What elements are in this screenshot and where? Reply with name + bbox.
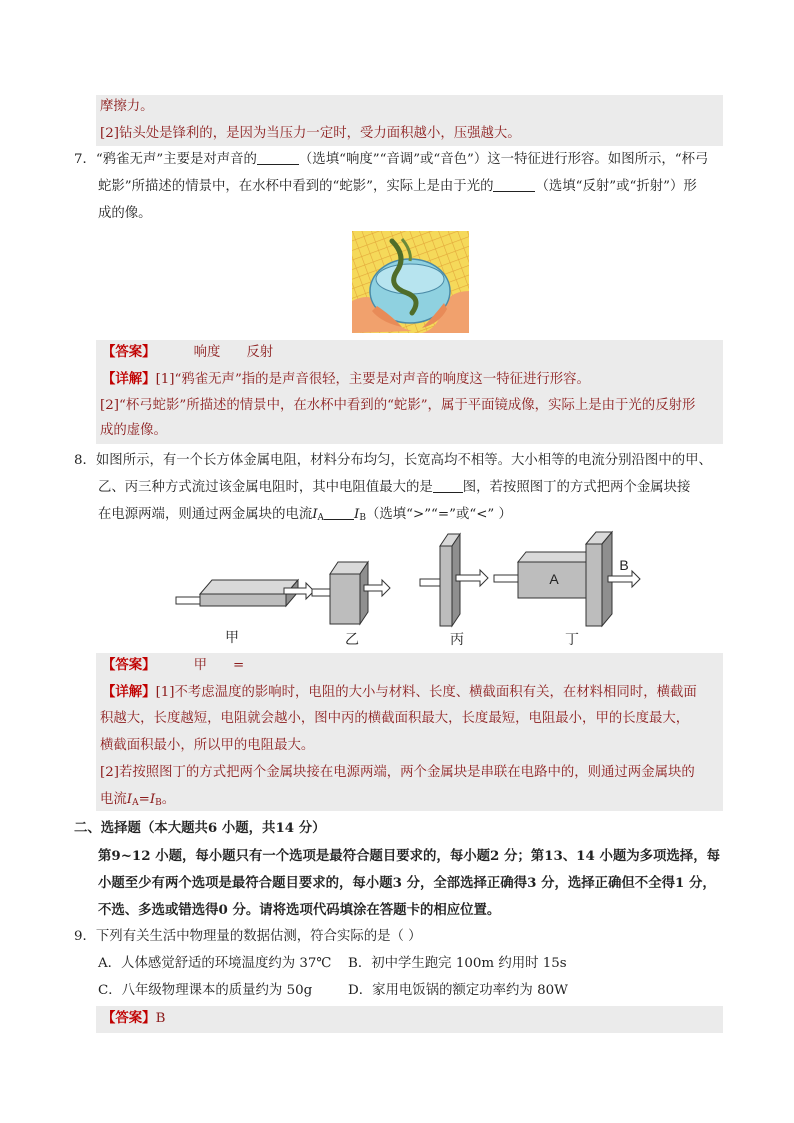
q9-answer-value: B	[155, 1011, 166, 1026]
q7-detail-tag: 【详解】	[102, 371, 156, 387]
label-block-a: A	[549, 571, 559, 587]
q7-answer-tag: 【答案】	[102, 344, 156, 360]
q8-detail2: 积越大，长度越短，电阻就会越小，图中丙的横截面积最大，长度最短，电阻最小，甲的长度最大，	[100, 711, 690, 726]
q9-answer	[102, 1008, 165, 1029]
section2-line1: 第9~12 小题，每小题只有一个选项是最符合题目要求的，每小题2 分；第13、14 小题为多项选择，每	[98, 848, 720, 864]
q8-blank1	[433, 478, 463, 493]
answer-panel-q8	[96, 653, 723, 811]
q8-blank2	[324, 505, 354, 520]
q7-detail3: 成的虚像。	[100, 423, 167, 438]
top-detail-line2: [2]钻头处是锋利的，是因为当压力一定时，受力面积越小，压强越大。	[100, 126, 521, 141]
q8-detail-tag: 【详解】	[102, 684, 156, 700]
q7-detail1: 【详解】[1]“鸦雀无声”指的是声音很轻，主要是对声音的响度这一特征进行形容。	[102, 371, 590, 387]
q8-answer1: 甲	[193, 658, 207, 673]
label-block-b: B	[619, 557, 629, 573]
label-yi: 乙	[345, 632, 359, 648]
label-jia: 甲	[225, 630, 239, 646]
q9-option-a: A．人体感觉舒适的环境温度约为 37℃	[98, 956, 332, 971]
q9-option-d: D．家用电饭锅的额定功率约为 80W	[348, 983, 568, 998]
q7-line1: 7．“鸦雀无声”主要是对声音的 （选填“响度”“音调”或“音色”）这一特征进行形容。如图所示，“杯弓	[74, 152, 709, 167]
answer-panel-q9	[96, 1006, 723, 1033]
q9-option-b: B．初中学生跑完 100m 约用时 15s	[348, 956, 567, 971]
q7-detail2: [2]“杯弓蛇影”所描述的情景中，在水杯中看到的“蛇影”，属于平面镜成像，实际上是由于光的反射形	[100, 398, 696, 413]
q7-number: 7．	[74, 152, 96, 167]
section2-title: 二、选择题（本大题共6 小题，共14 分）	[74, 820, 326, 836]
q7-answer	[102, 342, 273, 363]
q8-detail4: [2]若按照图丁的方式把两个金属块接在电源两端，两个金属块是串联在电路中的，则通过两金属块的	[100, 765, 695, 780]
section2-line3: 不选、多选或错选得0 分。请将选项代码填涂在答题卡的相应位置。	[98, 902, 501, 918]
q8-line3: 在电源两端，则通过两金属块的电流$I_A$ $I_B$（选填“>”“=”或“<” ）	[98, 507, 512, 523]
q7-answer1: 响度	[193, 345, 221, 360]
q8-answer2: =	[232, 658, 245, 673]
q7-blank2	[493, 177, 535, 192]
q9-number: 9．	[74, 929, 96, 944]
q8-answer-tag: 【答案】	[102, 657, 156, 673]
q7-line3: 成的像。	[98, 206, 152, 221]
cup-snake-figure	[352, 231, 469, 333]
q8-line2: 乙、丙三种方式流过该金属电阻时，其中电阻值最大的是 图，若按照图丁的方式把两个金属块接	[98, 480, 691, 495]
q8-detail1: 【详解】[1]不考虑温度的影响时，电阻的大小与材料、长度、横截面积有关，在材料相同时，横截面	[102, 684, 697, 700]
label-bing: 丙	[450, 632, 464, 648]
q8-detail3: 横截面积最小，所以甲的电阻最大。	[100, 738, 315, 753]
section2-line2: 小题至少有两个选项是最符合题目要求的，每小题3 分，全部选择正确得3 分，选择正确但不全得1 分，	[98, 875, 716, 891]
resistor-figure	[172, 530, 652, 648]
top-detail-line1: 摩擦力。	[100, 99, 154, 114]
q7-line2: 蛇影”所描述的情景中，在水杯中看到的“蛇影”，实际上是由于光的 （选填“反射”或“折射”）形	[98, 179, 697, 194]
q9-stem: 9．下列有关生活中物理量的数据估测，符合实际的是（ ）	[74, 929, 422, 944]
q7-answer2: 反射	[246, 345, 274, 360]
q8-number: 8．	[74, 453, 96, 468]
q8-detail5: 电流$I_A=I_B$。	[100, 792, 176, 808]
q8-line1: 8．如图所示，有一个长方体金属电阻，材料分布均匀，长宽高均不相等。大小相等的电流分别沿图中的甲、	[74, 453, 712, 468]
q7-blank1	[257, 150, 299, 165]
q9-answer-tag: 【答案】	[102, 1010, 156, 1026]
label-ding: 丁	[565, 632, 579, 648]
q9-option-c: C．八年级物理课本的质量约为 50g	[98, 983, 313, 998]
q8-answer	[102, 655, 244, 676]
